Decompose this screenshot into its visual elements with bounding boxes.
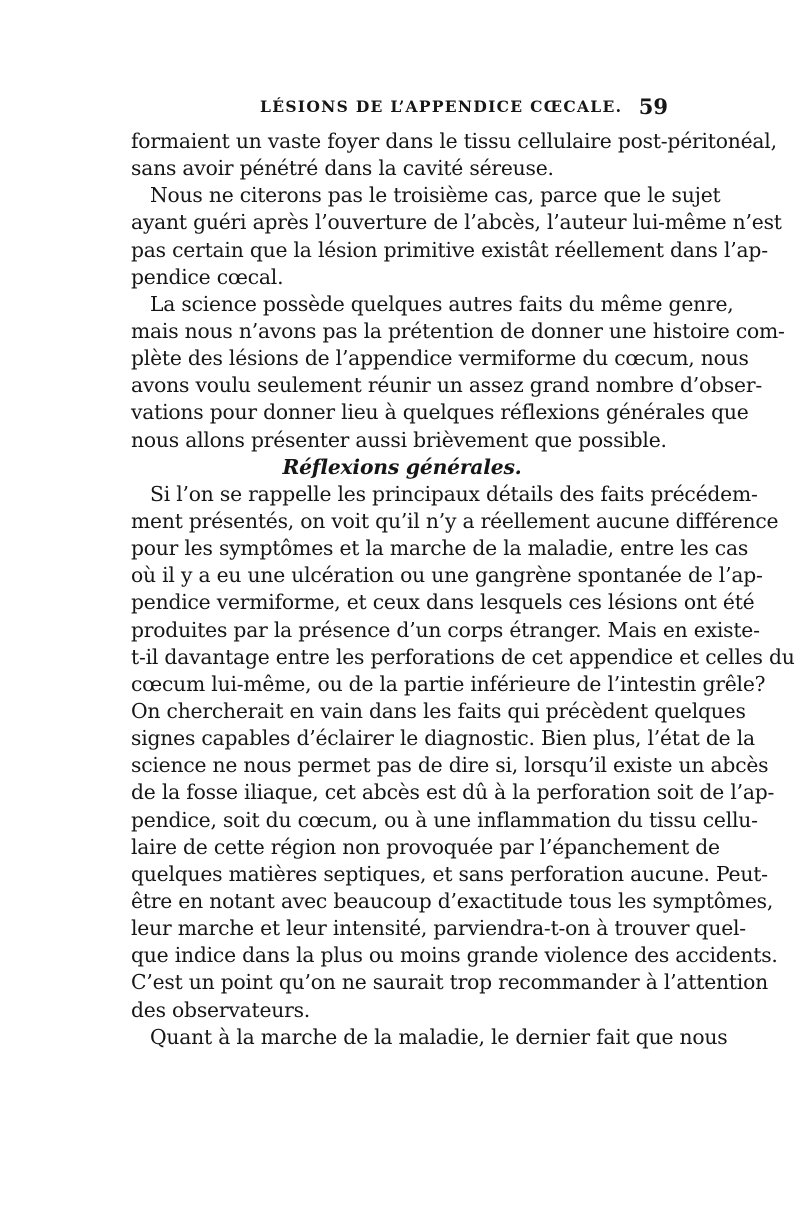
text-line: C’est un point qu’on ne saurait trop recommander à l’attention xyxy=(131,970,768,995)
text-line: leur marche et leur intensité, parviendra-t-on à trouver quel- xyxy=(131,916,746,941)
text-line: laire de cette région non provoquée par l’épanchement de xyxy=(131,834,720,859)
page-header xyxy=(132,94,668,123)
text-line: sans avoir pénétré dans la cavité séreuse. xyxy=(131,156,554,181)
text-line: que indice dans la plus ou moins grande violence des accidents. xyxy=(131,943,778,968)
text-line: signes capables d’éclairer le diagnostic. Bien plus, l’état de la xyxy=(131,726,755,751)
text-line: cœcum lui-même, ou de la partie inférieure de l’intestin grêle? xyxy=(131,671,766,696)
text-line: pour les symptômes et la marche de la maladie, entre les cas xyxy=(131,536,749,561)
text-line: Nous ne citerons pas le troisième cas, parce que le sujet xyxy=(150,183,721,208)
text-line: Si l’on se rappelle les principaux détails des faits précédem- xyxy=(150,481,758,506)
text-line: mais nous n’avons pas la prétention de donner une histoire com- xyxy=(131,318,785,343)
running-title: LÉSIONS DE L’APPENDICE CŒCALE. xyxy=(260,97,623,116)
text-line: t-il davantage entre les perforations de cet appendice et celles du xyxy=(131,644,795,669)
text-line: On chercherait en vain dans les faits qui précèdent quelques xyxy=(131,698,746,723)
text-line: plète des lésions de l’appendice vermiforme du cœcum, nous xyxy=(131,346,749,371)
text-line: produites par la présence d’un corps étranger. Mais en existe- xyxy=(131,617,760,642)
text-line: La science possède quelques autres faits du même genre, xyxy=(150,291,734,316)
text-line: vations pour donner lieu à quelques réflexions générales que xyxy=(131,400,749,425)
text-line: des observateurs. xyxy=(131,997,311,1022)
text-line: science ne nous permet pas de dire si, lorsqu’il existe un abcès xyxy=(131,753,769,778)
text-line: ayant guéri après l’ouverture de l’abcès, l’auteur lui-même n’est xyxy=(131,210,782,235)
page-number: 59 xyxy=(638,94,668,119)
text-line: de la fosse iliaque, cet abcès est dû à la perforation soit de l’ap- xyxy=(131,780,775,805)
text-line: ment présentés, on voit qu’il n’y a réellement aucune différence xyxy=(131,508,779,533)
text-line: avons voulu seulement réunir un assez grand nombre d’obser- xyxy=(131,373,762,398)
text-line: Quant à la marche de la maladie, le dernier fait que nous xyxy=(150,1024,728,1049)
text-line: pendice cœcal. xyxy=(131,264,284,289)
text-line: pas certain que la lésion primitive existât réellement dans l’ap- xyxy=(131,237,768,262)
body-text xyxy=(131,128,795,1051)
text-line: où il y a eu une ulcération ou une gangrène spontanée de l’ap- xyxy=(131,563,763,588)
text-line: nous allons présenter aussi brièvement que possible. xyxy=(131,427,667,452)
text-line: pendice vermiforme, et ceux dans lesquels ces lésions ont été xyxy=(131,590,755,615)
text-line: pendice, soit du cœcum, ou à une inflammation du tissu cellu- xyxy=(131,807,758,832)
section-heading: Réflexions générales. xyxy=(282,454,522,479)
text-line: formaient un vaste foyer dans le tissu cellulaire post-péritonéal, xyxy=(131,129,777,153)
text-line: être en notant avec beaucoup d’exactitude tous les symptômes, xyxy=(131,888,774,913)
text-line: quelques matières septiques, et sans perforation aucune. Peut- xyxy=(131,861,768,886)
